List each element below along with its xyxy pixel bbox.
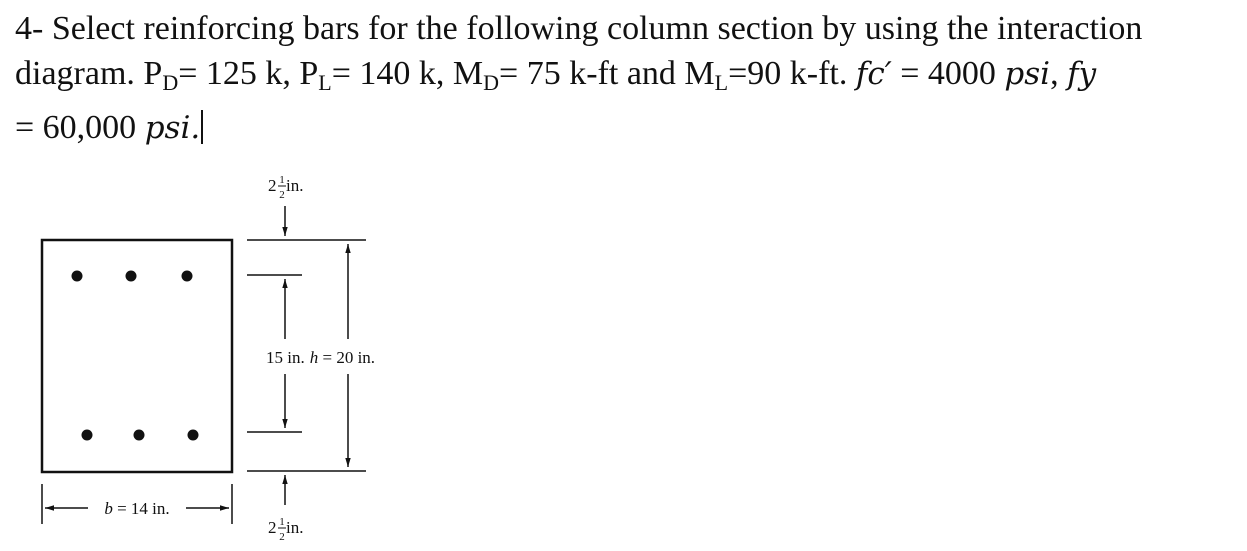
fy-separator: ,	[1050, 55, 1068, 92]
bottom-cover-den: 2	[279, 531, 285, 543]
subscript-ml: L	[714, 70, 729, 95]
fc-unit: psi	[1004, 56, 1051, 92]
pl-value: = 140 k, M	[331, 55, 484, 92]
bottom-cover-unit: in.	[286, 518, 304, 537]
top-cover-den: 2	[279, 189, 285, 201]
fc-symbol: fc′	[855, 56, 892, 92]
problem-text-line1: Select reinforcing bars for the following column section by using the interaction	[51, 10, 1143, 47]
rebar	[82, 430, 93, 441]
problem-number: 4-	[15, 10, 44, 47]
fy-value: = 60,000	[15, 109, 145, 146]
bottom-cover-whole: 2	[268, 518, 277, 537]
h-value: = 20 in.	[318, 348, 376, 367]
subscript-l: L	[318, 70, 332, 95]
top-cover-dimension	[268, 174, 303, 236]
h-symbol: h	[309, 348, 319, 367]
pd-value: = 125 k, P	[178, 55, 319, 92]
rebar	[134, 430, 145, 441]
bottom-cover-dimension	[268, 475, 303, 543]
fy-symbol: fy	[1067, 56, 1097, 92]
rebar-top-row	[72, 271, 193, 282]
rebar-bottom-row	[82, 430, 199, 441]
dimension-labels	[266, 348, 375, 367]
subscript-d: D	[162, 70, 179, 95]
top-cover-unit: in.	[286, 176, 304, 195]
width-label	[104, 499, 169, 518]
md-value: = 75 k-ft and M	[499, 55, 715, 92]
bottom-cover-num: 1	[279, 516, 285, 528]
subscript-md: D	[483, 70, 500, 95]
rebar	[188, 430, 199, 441]
fc-value: = 4000	[891, 55, 1005, 92]
top-cover-num: 1	[279, 174, 285, 186]
top-cover-whole: 2	[268, 176, 277, 195]
b-value: = 14 in.	[112, 499, 170, 518]
b-symbol: b	[104, 499, 113, 518]
rebar	[126, 271, 137, 282]
ml-value: =90 k-ft.	[728, 55, 856, 92]
rebar	[182, 271, 193, 282]
loads-text-pd: diagram. P	[15, 55, 163, 92]
inner-dim-label: 15 in.	[266, 348, 305, 367]
fy-unit: psi.	[144, 110, 201, 146]
rebar	[72, 271, 83, 282]
